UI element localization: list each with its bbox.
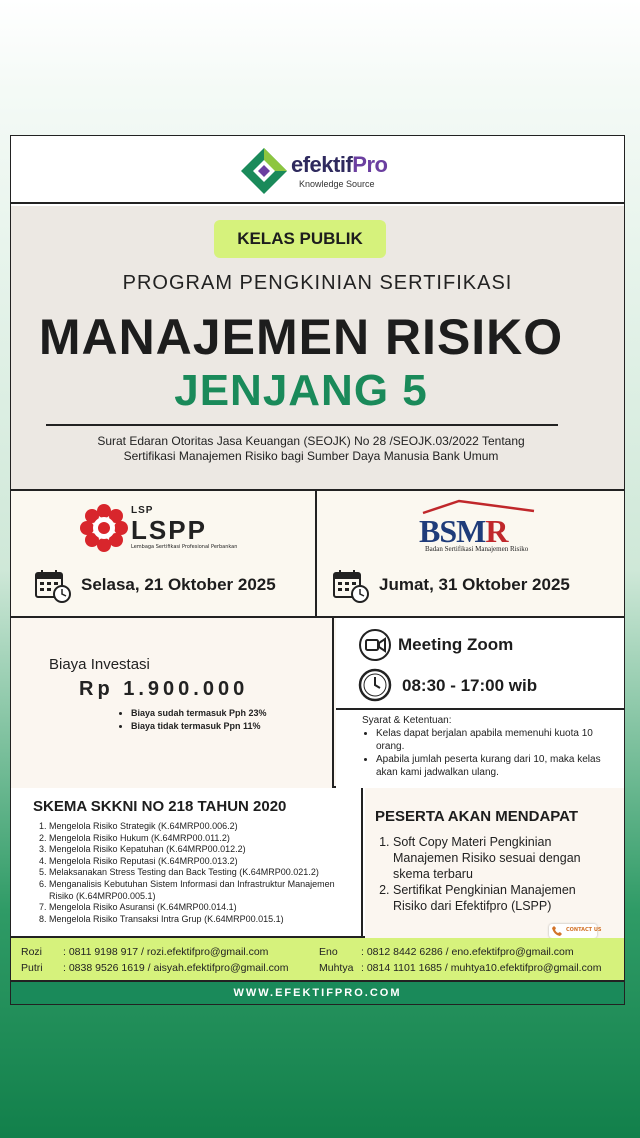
poster bbox=[10, 135, 625, 1005]
bottom-row bbox=[11, 788, 624, 938]
list-item: 4. Mengelola Risiko Reputasi (K.64MRP00.013.2) bbox=[49, 856, 359, 868]
title-divider bbox=[46, 424, 558, 426]
title-block bbox=[11, 206, 624, 491]
bsmr-column: BSMR Badan Sertifikasi Manajemen Risiko Jumat, 31 Oktober 2025 bbox=[319, 491, 624, 618]
website-link[interactable]: WWW.EFEKTIFPRO.COM bbox=[11, 982, 624, 1004]
lspp-flower-icon bbox=[79, 503, 129, 553]
peserta-title: PESERTA AKAN MENDAPAT bbox=[375, 808, 579, 825]
brand-name: efektifPro bbox=[291, 152, 388, 177]
skema-title: SKEMA SKKNI NO 218 TAHUN 2020 bbox=[33, 798, 287, 815]
program-heading: PROGRAM PENGKINIAN SERTIFIKASI bbox=[122, 272, 513, 294]
lspp-logo: LSP LSPP Lembaga Sertifikasi Profesional Perbankan bbox=[79, 503, 229, 555]
list-item: 1. Mengelola Risiko Strategik (K.64MRP00.006.2) bbox=[49, 821, 359, 833]
list-item: 5. Melaksanakan Stress Testing dan Back Testing (K.64MRP00.021.2) bbox=[49, 867, 359, 879]
efektifpro-logo bbox=[239, 146, 399, 196]
investment-price: Rp 1.900.000 bbox=[79, 678, 249, 700]
diamond-logo-icon bbox=[239, 146, 289, 196]
list-item: 3. Mengelola Risiko Kepatuhan (K.64MRP00.012.2) bbox=[49, 844, 359, 856]
lsp-column: LSP LSPP Lembaga Sertifikasi Profesional Perbankan Selasa, 21 Oktober 2025 bbox=[11, 491, 317, 618]
investment-panel bbox=[11, 618, 334, 788]
calendar-clock-icon bbox=[35, 569, 71, 603]
list-item: 2. Sertifikat Pengkinian Manajemen Risiko dari Efektifpro (LSPP) bbox=[393, 882, 613, 914]
brand-tagline: Knowledge Source bbox=[299, 179, 375, 189]
meeting-panel: Meeting Zoom 08:30 - 17:00 wib Syarat & Ketentuan: • Kelas dapat berjalan apabila memenuhi kuota 10 orang. • Apabila jumlah peserta kurang dari 10, maka kelas akan kami jadwalkan ulang. bbox=[336, 618, 624, 788]
certification-row bbox=[11, 491, 624, 618]
kelas-publik-badge: KELAS PUBLIK bbox=[214, 220, 386, 258]
phone-icon bbox=[551, 925, 563, 937]
list-item: 7. Mengelola Risiko Asuransi (K.64MRP00.014.1) bbox=[49, 902, 359, 914]
header bbox=[11, 136, 624, 204]
list-item: 6. Menganalisis Kebutuhan Sistem Informasi dan Infrastruktur Manajemen Risiko (K.64MRP00.005.1) bbox=[49, 879, 359, 902]
terms-conditions: Syarat & Ketentuan: • Kelas dapat berjalan apabila memenuhi kuota 10 orang. • Apabila jumlah peserta kurang dari 10, maka kelas akan kami jadwalkan ulang. bbox=[362, 714, 612, 779]
contact-us-button[interactable]: CONTACT US bbox=[549, 924, 597, 938]
info-row bbox=[11, 618, 624, 788]
regulation-text: Surat Edaran Otoritas Jasa Keuangan (SEOJK) No 28 /SEOJK.03/2022 Tentang Sertifikasi Manajemen Risiko bagi Sumber Daya Manusia Bank Umum bbox=[97, 434, 525, 463]
bsmr-logo: BSMR Badan Sertifikasi Manajemen Risiko bbox=[419, 499, 539, 555]
investment-notes: • Biaya sudah termasuk Pph 23% • Biaya tidak termasuk Ppn 11% bbox=[131, 708, 267, 734]
peserta-panel bbox=[365, 788, 624, 938]
sub-title: JENJANG 5 bbox=[174, 366, 428, 415]
main-title: MANAJEMEN RISIKO bbox=[38, 309, 564, 365]
clock-icon bbox=[358, 668, 392, 702]
list-item: 8. Mengelola Risiko Transaksi Intra Grup (K.64MRP00.015.1) bbox=[49, 914, 359, 926]
contacts-bar: Rozi : 0811 9198 917 / rozi.efektifpro@gmail.com Putri : 0838 9526 1619 / aisyah.efektifpro@gmail.com Eno : 0812 8442 6286 / eno.efektifpro@gmail.com Muhtya : 0814 1101 1685 / muhtya10.efektifpro@gmail.com bbox=[11, 938, 624, 982]
list-item: 2. Mengelola Risiko Hukum (K.64MRP00.011.2) bbox=[49, 833, 359, 845]
calendar-clock-icon bbox=[333, 569, 369, 603]
video-camera-icon bbox=[358, 628, 392, 662]
list-item: 1. Soft Copy Materi Pengkinian Manajemen Risiko sesuai dengan skema terbaru bbox=[393, 834, 613, 882]
skema-panel bbox=[11, 788, 363, 938]
investment-title: Biaya Investasi bbox=[49, 656, 150, 673]
